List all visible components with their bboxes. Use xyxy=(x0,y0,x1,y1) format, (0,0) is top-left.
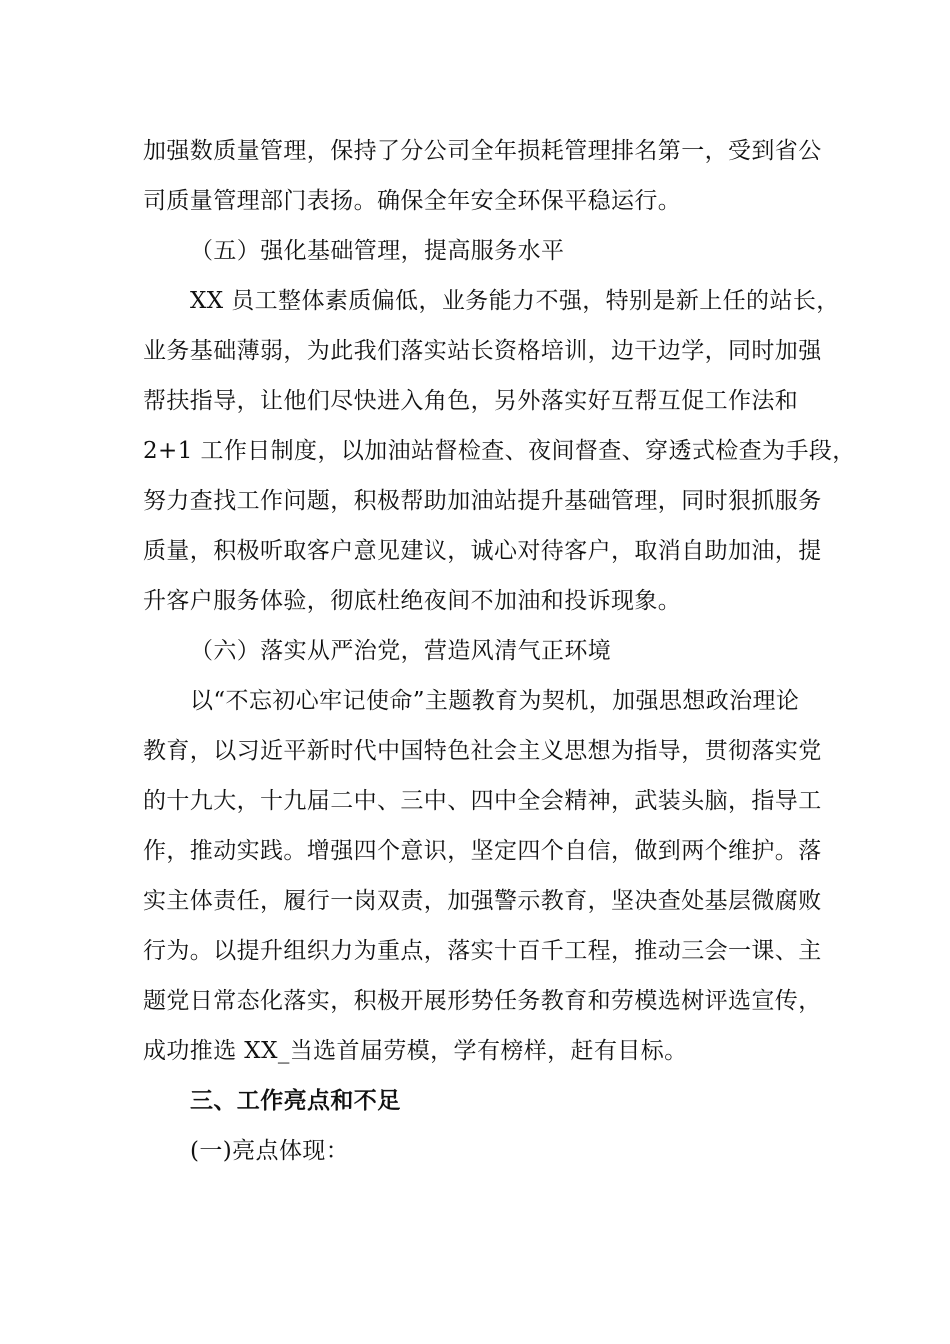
paragraph-line: 质量，积极听取客户意见建议，诚心对待客户，取消自助加油，提 xyxy=(143,538,822,564)
paragraph-line: 以“不忘初心牢记使命”主题教育为契机，加强思想政治理论 xyxy=(190,688,800,714)
paragraph-line: 加强数质量管理，保持了分公司全年损耗管理排名第一，受到省公 xyxy=(143,138,822,164)
paragraph-line: 行为。以提升组织力为重点，落实十百千工程，推动三会一课、主 xyxy=(143,938,822,964)
section-heading: （六）落实从严治党，营造风清气正环境 xyxy=(190,638,612,664)
paragraph-line: 努力查找工作问题，积极帮助加油站提升基础管理，同时狠抓服务 xyxy=(143,488,822,514)
paragraph-line: 实主体责任，履行一岗双责，加强警示教育，坚决查处基层微腐败 xyxy=(143,888,822,914)
paragraph-line: XX 员工整体素质偏低，业务能力不强，特别是新上任的站长， xyxy=(190,288,840,314)
paragraph-line: 帮扶指导，让他们尽快进入角色，另外落实好互帮互促工作法和 xyxy=(143,388,799,414)
paragraph-line: 题党日常态化落实，积极开展形势任务教育和劳模选树评选宣传， xyxy=(143,988,822,1014)
paragraph-line: 教育，以习近平新时代中国特色社会主义思想为指导，贯彻落实党 xyxy=(143,738,822,764)
paragraph-line: 成功推选 XX_当选首届劳模，学有榜样，赶有目标。 xyxy=(143,1038,688,1064)
paragraph-line: 业务基础薄弱，为此我们落实站长资格培训，边干边学，同时加强 xyxy=(143,338,822,364)
chapter-heading: 三、工作亮点和不足 xyxy=(190,1087,401,1114)
paragraph-line: 司质量管理部门表扬。确保全年安全环保平稳运行。 xyxy=(143,188,682,214)
section-heading: （五）强化基础管理，提高服务水平 xyxy=(190,238,565,264)
paragraph-line: 升客户服务体验，彻底杜绝夜间不加油和投诉现象。 xyxy=(143,588,682,614)
paragraph-line: 作，推动实践。增强四个意识，坚定四个自信，做到两个维护。落 xyxy=(143,838,822,864)
paragraph-line: 2+1 工作日制度，以加油站督检查、夜间督查、穿透式检查为手段， xyxy=(143,438,856,464)
subsection-heading: (一)亮点体现： xyxy=(190,1138,350,1164)
paragraph-line: 的十九大，十九届二中、三中、四中全会精神，武装头脑，指导工 xyxy=(143,788,822,814)
